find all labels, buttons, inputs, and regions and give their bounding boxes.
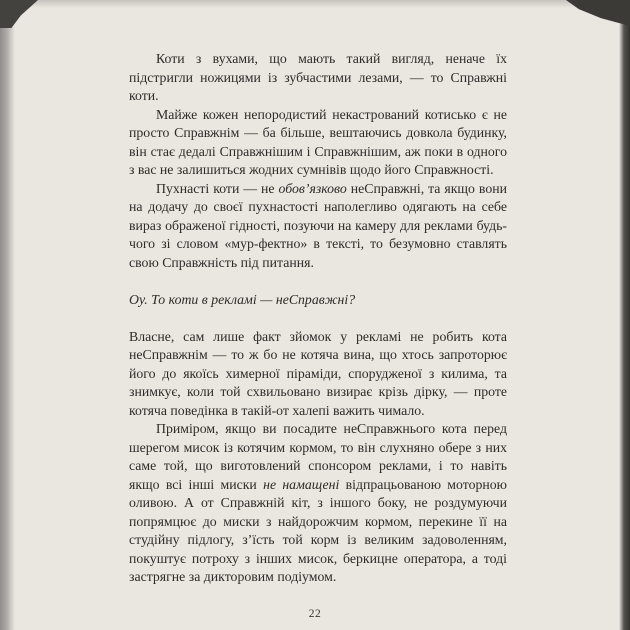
italic-text-run: Оу. То коти в рекламі — неСправжні? [129,291,356,307]
paragraph [129,291,507,310]
paragraph [129,106,507,180]
scan-corner-top-left [0,0,38,28]
paragraph [129,328,507,421]
scan-edge-top [0,0,630,8]
italic-text-run: обов’язково [278,180,347,196]
text-run: Власне, сам лише факт зйомок у рекламі не робить кота неСправжнім — то ж бо не котяча вина, що хтось запроторює його до якоїсь химерної піраміди, спорудженої з килима, та знимкує, коли той схвильовано визирає крізь дірку, — проте котяча поведінка в такій-от халепі важить чимало. [129,328,507,418]
paragraph [129,50,507,106]
scan-corner-top-right [566,0,630,26]
scan-edge-right [619,0,630,630]
paragraph [129,420,507,587]
text-run: відпрацьованою моторною оливою. А от Справжній кіт, з іншого боку, не роздумуючи попрямцює до миски з найдорожчим кормом, перекине її на студійну підлогу, з’їсть той корм із великим задоволенням, покуштує потроху з інших мисок, беркицне оператора, а тоді застрягне за дикторовим подіумом. [129,476,507,584]
text-run: Коти з вухами, що мають такий вигляд, неначе їх підстригли ножицями із зубчастими лезами, — то Справжні коти. [129,51,507,103]
text-run: неСправжні, та якщо вони на додачу до своєї пухнастості наполегливо одягають на себе вираз ображеної гідності, позуючи на камеру для реклами будь-чого зі словом «мур-фектно» в тексті, то безумовно ставлять свою Справжність під питання. [129,180,507,270]
scan-edge-left [0,0,15,630]
page-text [129,50,507,587]
paragraph [129,180,507,273]
text-run: Майже кожен непородистий некастрований котисько є не просто Справжнім — ба більше, вештаючись довкола будинку, він стає дедалі Справжнішим і Справжнішим, аж поки в одного з вас не залишиться жодних сумнівів щодо його Справжності. [129,106,507,177]
text-run: Пухнасті коти — не [156,180,279,196]
text-run: Приміром, якщо ви посадите неСправжнього кота перед шерегом мисок із котячим кормом, то він слухняно обере з них саме той, що виготовлений спонсором реклами, і то навіть якщо всі інші миски [129,421,507,492]
page-number: 22 [308,608,322,620]
italic-text-run: не намащені [263,476,340,492]
